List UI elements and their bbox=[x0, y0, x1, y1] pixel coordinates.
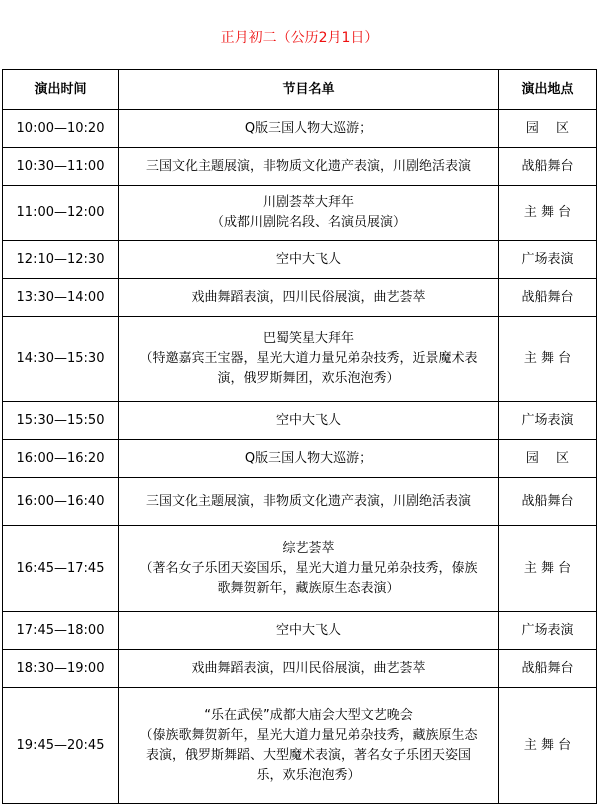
program-line: 空中大飞人 bbox=[275, 251, 341, 267]
time-cell: 12:10—12:30 bbox=[3, 241, 119, 279]
program-line: （特邀嘉宾王宝器，星光大道力量兄弟杂技秀，近景魔术表 bbox=[139, 351, 478, 366]
time-cell: 18:30—19:00 bbox=[3, 650, 119, 688]
program-cell bbox=[119, 148, 499, 186]
place-cell: 战船舞台 bbox=[499, 279, 597, 317]
table-row bbox=[3, 612, 597, 650]
place-cell: 广场表演 bbox=[499, 241, 597, 279]
header-row bbox=[3, 70, 597, 110]
program-cell bbox=[119, 110, 499, 148]
program-line: （傣族歌舞贺新年，星光大道力量兄弟杂技秀，藏族原生态 bbox=[139, 727, 478, 743]
time-cell: 16:00—16:40 bbox=[3, 478, 119, 526]
program-line: 戏曲舞蹈表演，四川民俗展演，曲艺荟萃 bbox=[191, 660, 426, 676]
table-row bbox=[3, 478, 597, 526]
program-cell bbox=[119, 526, 499, 612]
program-cell bbox=[119, 317, 499, 402]
program-line: 空中大飞人 bbox=[275, 622, 341, 638]
time-cell: 16:45—17:45 bbox=[3, 526, 119, 612]
schedule-body bbox=[3, 110, 597, 804]
program-cell bbox=[119, 241, 499, 279]
program-line: （著名女子乐团天姿国乐，星光大道力量兄弟杂技秀，傣族 bbox=[139, 560, 478, 576]
place-cell: 主 舞 台 bbox=[499, 317, 597, 402]
time-cell: 13:30—14:00 bbox=[3, 279, 119, 317]
program-line: Q版三国人物大巡游； bbox=[244, 450, 373, 466]
time-cell: 10:00—10:20 bbox=[3, 110, 119, 148]
header-time: 演出时间 bbox=[3, 70, 119, 110]
place-cell: 主 舞 台 bbox=[499, 186, 597, 241]
program-line: Q版三国人物大巡游； bbox=[244, 120, 373, 136]
header-place: 演出地点 bbox=[499, 70, 597, 110]
place-cell: 广场表演 bbox=[499, 612, 597, 650]
table-row bbox=[3, 526, 597, 612]
time-cell: 17:45—18:00 bbox=[3, 612, 119, 650]
time-cell: 11:00—12:00 bbox=[3, 186, 119, 241]
place-cell: 战船舞台 bbox=[499, 478, 597, 526]
program-line: 空中大飞人 bbox=[275, 412, 341, 428]
program-line: 综艺荟萃 bbox=[282, 540, 335, 556]
place-cell: 战船舞台 bbox=[499, 148, 597, 186]
program-line: “乐在武侯”成都大庙会大型文艺晚会 bbox=[204, 707, 413, 723]
table-row bbox=[3, 440, 597, 478]
program-cell bbox=[119, 612, 499, 650]
place-cell: 主 舞 台 bbox=[499, 688, 597, 804]
table-row bbox=[3, 148, 597, 186]
program-cell bbox=[119, 688, 499, 804]
program-cell bbox=[119, 186, 499, 241]
program-cell bbox=[119, 279, 499, 317]
program-line: 乐，欢乐泡泡秀） bbox=[256, 767, 361, 783]
header-program: 节目名单 bbox=[119, 70, 499, 110]
table-row bbox=[3, 317, 597, 402]
program-line: （成都川剧院名段、名演员展演） bbox=[210, 215, 406, 230]
time-cell: 19:45—20:45 bbox=[3, 688, 119, 804]
schedule-table bbox=[2, 69, 597, 804]
table-row bbox=[3, 279, 597, 317]
program-cell bbox=[119, 440, 499, 478]
place-cell: 园 区 bbox=[499, 440, 597, 478]
place-cell: 战船舞台 bbox=[499, 650, 597, 688]
program-line: 表演，俄罗斯舞蹈、大型魔术表演，著名女子乐团天姿国 bbox=[145, 747, 471, 763]
program-cell bbox=[119, 478, 499, 526]
table-row bbox=[3, 402, 597, 440]
place-cell: 主 舞 台 bbox=[499, 526, 597, 612]
time-cell: 15:30—15:50 bbox=[3, 402, 119, 440]
program-line: 戏曲舞蹈表演，四川民俗展演，曲艺荟萃 bbox=[191, 289, 426, 305]
place-cell: 园 区 bbox=[499, 110, 597, 148]
program-line: 三国文化主题展演，非物质文化遗产表演，川剧绝活表演 bbox=[145, 158, 471, 174]
table-row bbox=[3, 650, 597, 688]
time-cell: 16:00—16:20 bbox=[3, 440, 119, 478]
place-cell: 广场表演 bbox=[499, 402, 597, 440]
program-line: 川剧荟萃大拜年 bbox=[262, 195, 354, 210]
program-line: 三国文化主题展演，非物质文化遗产表演，川剧绝活表演 bbox=[145, 493, 471, 509]
table-row bbox=[3, 110, 597, 148]
table-row bbox=[3, 186, 597, 241]
time-cell: 10:30—11:00 bbox=[3, 148, 119, 186]
page-title: 正月初二（公历2月1日） bbox=[220, 30, 379, 46]
program-line: 歌舞贺新年，藏族原生态表演） bbox=[217, 580, 400, 596]
time-cell: 14:30—15:30 bbox=[3, 317, 119, 402]
program-line: 演，俄罗斯舞团，欢乐泡泡秀） bbox=[217, 371, 400, 386]
table-row bbox=[3, 241, 597, 279]
program-line: 巴蜀笑星大拜年 bbox=[262, 331, 354, 346]
program-cell bbox=[119, 650, 499, 688]
table-row bbox=[3, 688, 597, 804]
program-cell bbox=[119, 402, 499, 440]
